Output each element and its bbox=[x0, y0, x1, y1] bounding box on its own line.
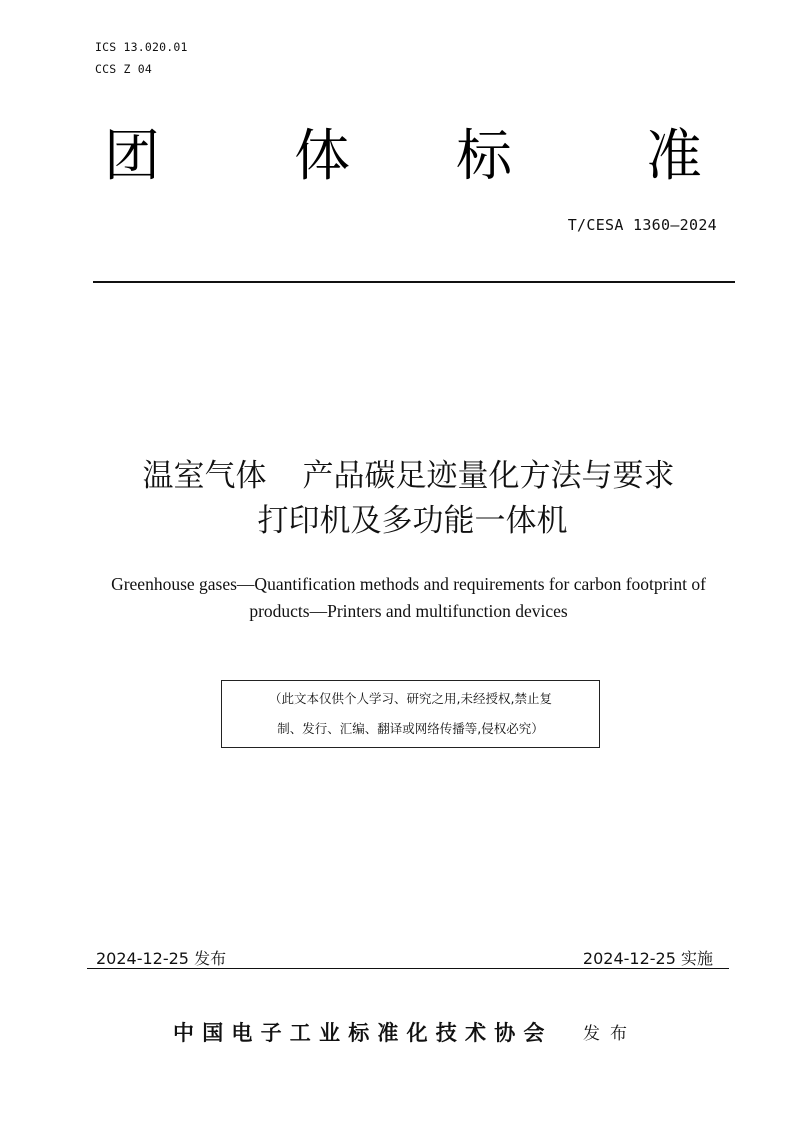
title-en-line-2: products—Printers and multifunction devices bbox=[249, 601, 568, 621]
implementation-date: 2024-12-25 实施 bbox=[582, 949, 713, 968]
ccs-code: CCS Z 04 bbox=[95, 62, 152, 76]
bottom-divider bbox=[87, 968, 729, 969]
copyright-notice-box bbox=[221, 680, 600, 748]
title-cn-line-2: 打印机及多功能一体机 bbox=[257, 503, 568, 539]
notice-line-2: 制、发行、汇编、翻译或网络传播等,侵权必究） bbox=[277, 721, 544, 736]
publish-label: 发布 bbox=[583, 1024, 637, 1044]
doc-type-char-4: 准 bbox=[646, 124, 702, 189]
publisher-name: 中国电子工业标准化技术协会 bbox=[173, 1021, 553, 1045]
top-divider bbox=[93, 281, 735, 283]
standard-number: T/CESA 1360—2024 bbox=[567, 216, 717, 234]
doc-type-char-2: 体 bbox=[294, 124, 350, 189]
title-cn-topic: 温室气体 bbox=[142, 458, 267, 494]
doc-type-char-1: 团 bbox=[104, 124, 160, 189]
ics-code: ICS 13.020.01 bbox=[95, 40, 188, 54]
title-en-line-1: Greenhouse gases—Quantification methods and requirements for carbon footprint of bbox=[111, 574, 706, 594]
doc-type-char-3: 标 bbox=[456, 124, 512, 189]
issue-date: 2024-12-25 发布 bbox=[96, 949, 227, 968]
title-cn-subject: 产品碳足迹量化方法与要求 bbox=[302, 458, 675, 494]
notice-line-1: （此文本仅供个人学习、研究之用,未经授权,禁止复 bbox=[269, 691, 552, 706]
title-cn-line-1 bbox=[12, 454, 793, 498]
